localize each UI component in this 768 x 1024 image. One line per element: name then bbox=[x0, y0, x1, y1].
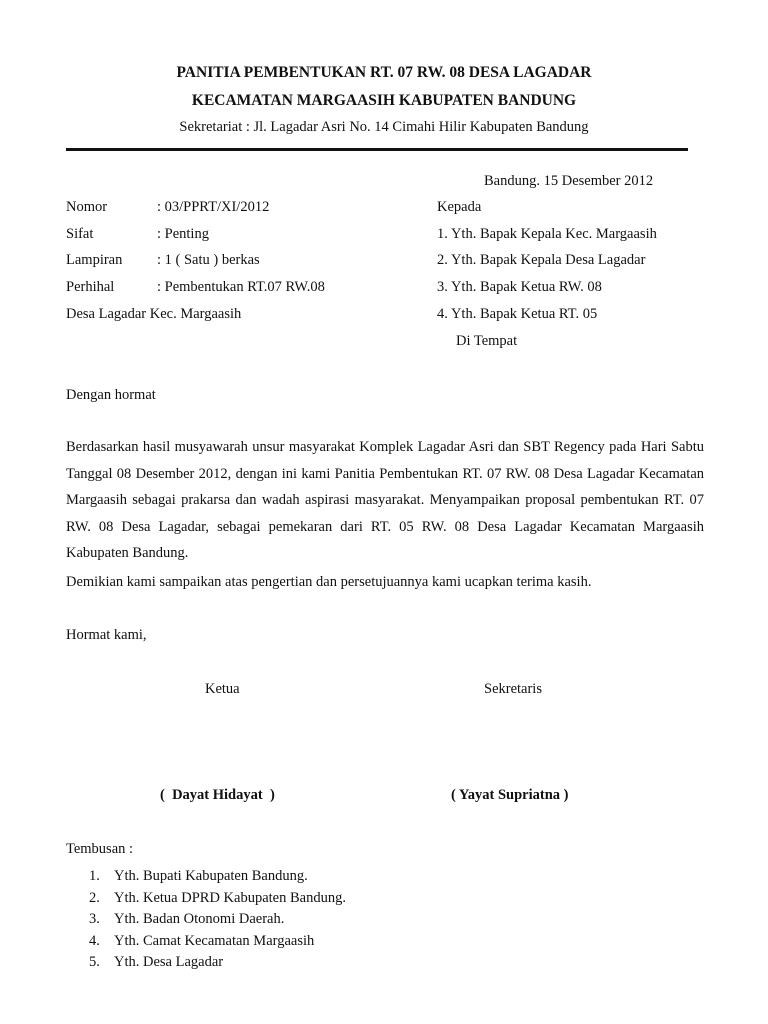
sifat-label: Sifat bbox=[66, 226, 94, 242]
list-item: 2. Yth. Ketua DPRD Kabupaten Bandung. bbox=[89, 889, 346, 906]
list-item: 3. Yth. Badan Otonomi Daerah. bbox=[89, 911, 285, 927]
recipient-item: 4. Yth. Bapak Ketua RT. 05 bbox=[437, 306, 598, 322]
nomor-label: Nomor bbox=[66, 199, 108, 215]
cc-heading: Tembusan : bbox=[66, 841, 134, 857]
letterhead-line-2: KECAMATAN MARGAASIH KABUPATEN BANDUNG bbox=[191, 92, 577, 109]
perihal-continuation: Desa Lagadar Kec. Margaasih bbox=[66, 306, 242, 322]
list-item: 5. Yth. Desa Lagadar bbox=[89, 954, 224, 970]
recipients-heading: Kepada bbox=[437, 199, 482, 215]
letterhead-line-1: PANITIA PEMBENTUKAN RT. 07 RW. 08 DESA LAGADAR bbox=[176, 64, 592, 81]
recipient-item: 3. Yth. Bapak Ketua RW. 08 bbox=[437, 279, 602, 295]
secretariat-address: Sekretariat : Jl. Lagadar Asri No. 14 Cimahi Hilir Kabupaten Bandung bbox=[179, 119, 589, 135]
recipient-item: 1. Yth. Bapak Kepala Kec. Margaasih bbox=[437, 226, 657, 242]
body-paragraph-2: Demikian kami sampaikan atas pengertian dan persetujuannya kami ucapkan terima kasih. bbox=[66, 574, 592, 590]
letterhead-divider bbox=[66, 148, 688, 151]
greeting: Dengan hormat bbox=[66, 387, 156, 403]
signature-left-name: ( Dayat Hidayat ) bbox=[160, 787, 275, 803]
lampiran-label: Lampiran bbox=[66, 252, 123, 268]
perihal-value: : Pembentukan RT.07 RW.08 bbox=[157, 279, 325, 295]
lampiran-value: : 1 ( Satu ) berkas bbox=[157, 252, 260, 268]
list-item: 1. Yth. Bupati Kabupaten Bandung. bbox=[89, 868, 308, 884]
signature-right-title: Sekretaris bbox=[484, 681, 542, 697]
signature-left-title: Ketua bbox=[205, 681, 240, 697]
cc-list bbox=[66, 866, 346, 974]
nomor-value: : 03/PPRT/XI/2012 bbox=[157, 199, 270, 215]
body-paragraph-1 bbox=[66, 434, 704, 567]
recipient-item: 2. Yth. Bapak Kepala Desa Lagadar bbox=[437, 252, 646, 268]
letter-date: Bandung. 15 Desember 2012 bbox=[484, 173, 654, 189]
signature-right-name: ( Yayat Supriatna ) bbox=[451, 787, 569, 803]
list-item: 4. Yth. Camat Kecamatan Margaasih bbox=[89, 932, 315, 949]
body-paragraph-1-text: Berdasarkan hasil musyawarah unsur masyarakat Komplek Lagadar Asri dan SBT Regency pada Hari Sabtu Tanggal 08 Desember 2012, dengan ini kami Panitia Pembentukan RT. 07 RW. 08 Desa Lagadar Kecamatan Margaasih sebagai prakarsa dan wadah aspirasi masyarakat. Menyampaikan proposal pembentukan RT. 07 RW. 08 Desa Lagadar, sebagai pemekaran dari RT. 05 RW. 08 Desa Lagadar Kecamatan Margaasih Kabupaten Bandung. bbox=[66, 439, 704, 561]
closing: Hormat kami, bbox=[66, 627, 147, 643]
sifat-value: : Penting bbox=[157, 226, 209, 242]
recipient-place: Di Tempat bbox=[456, 333, 518, 349]
perihal-label: Perhihal bbox=[66, 279, 115, 295]
